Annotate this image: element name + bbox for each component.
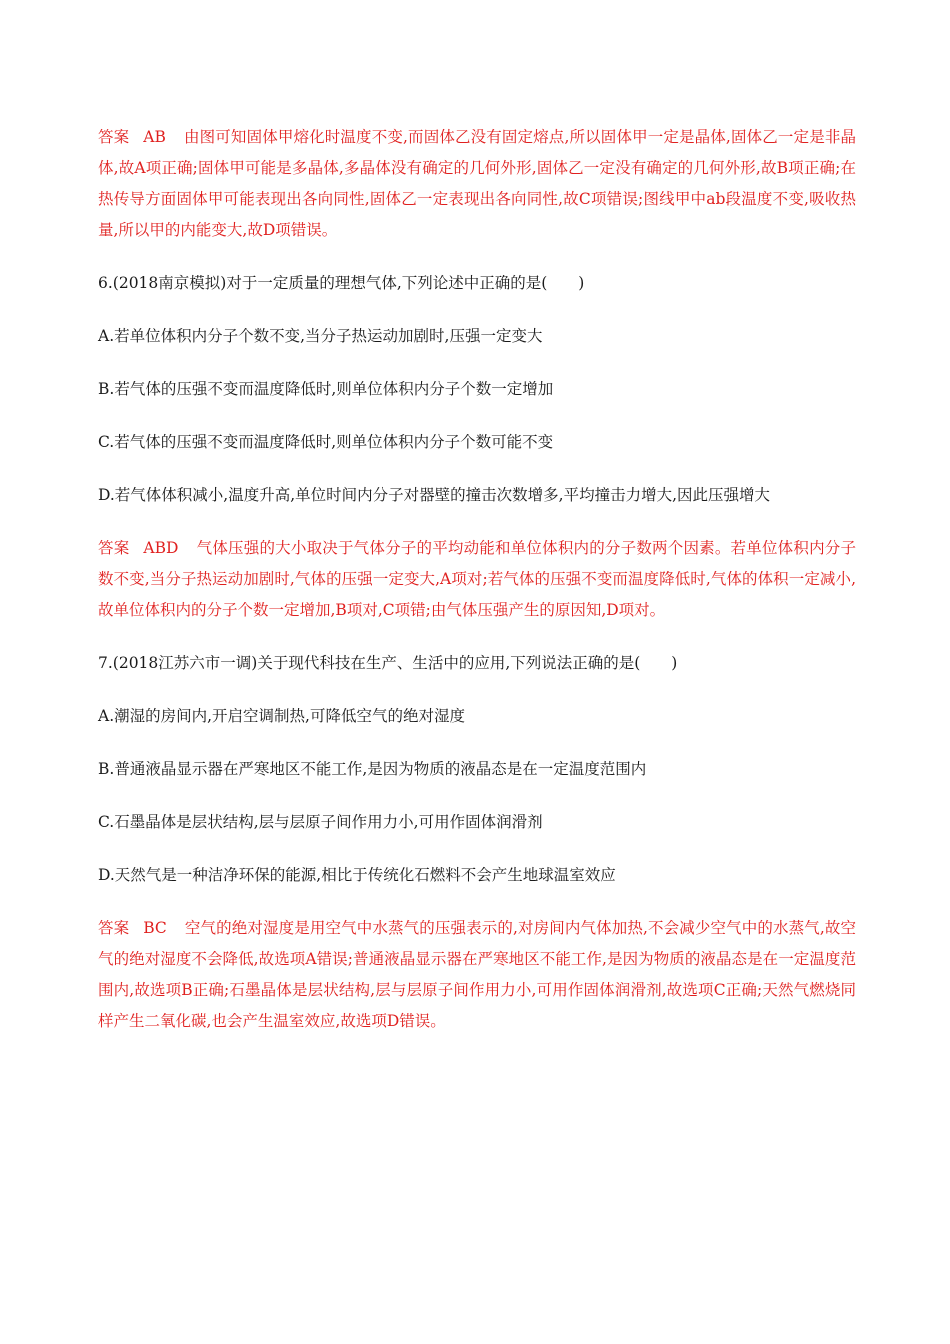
question-7-option-b: B.普通液晶显示器在严寒地区不能工作,是因为物质的液晶态是在一定温度范围内 <box>98 760 647 778</box>
answer-key: BC <box>143 919 167 937</box>
answer-label: 答案 <box>98 919 130 937</box>
answer-label: 答案 <box>98 539 130 557</box>
question-6-option-d: D.若气体体积减小,温度升高,单位时间内分子对器壁的撞击次数增多,平均撞击力增大,因此压强增大 <box>98 486 771 504</box>
answer-block-6 <box>98 533 856 626</box>
question-7-option-d: D.天然气是一种洁净环保的能源,相比于传统化石燃料不会产生地球温室效应 <box>98 866 616 884</box>
answer-block-5 <box>98 122 856 246</box>
question-6: 6.(2018南京模拟)对于一定质量的理想气体,下列论述中正确的是( ) <box>98 274 585 292</box>
question-6-option-c: C.若气体的压强不变而温度降低时,则单位体积内分子个数可能不变 <box>98 433 554 451</box>
answer-key: AB <box>143 128 166 146</box>
question-7-option-c: C.石墨晶体是层状结构,层与层原子间作用力小,可用作固体润滑剂 <box>98 813 543 831</box>
answer-explanation: 空气的绝对湿度是用空气中水蒸气的压强表示的,对房间内气体加热,不会减少空气中的水蒸气,故空气的绝对湿度不会降低,故选项A错误;普通液晶显示器在严寒地区不能工作,是因为物质的液晶态是在一定温度范围内,故选项B正确;石墨晶体是层状结构,层与层原子间作用力小,可用作固体润滑剂,故选项C正确;天然气燃烧同样产生二氧化碳,也会产生温室效应,故选项D错误。 <box>98 919 856 1030</box>
answer-key: ABD <box>143 539 179 557</box>
answer-explanation: 气体压强的大小取决于气体分子的平均动能和单位体积内的分子数两个因素。若单位体积内分子数不变,当分子热运动加剧时,气体的压强一定变大,A项对;若气体的压强不变而温度降低时,气体的体积一定减小,故单位体积内的分子个数一定增加,B项对,C项错;由气体压强产生的原因知,D项对。 <box>98 539 856 619</box>
answer-block-7 <box>98 913 856 1037</box>
answer-label: 答案 <box>98 128 130 146</box>
question-7: 7.(2018江苏六市一调)关于现代科技在生产、生活中的应用,下列说法正确的是( ) <box>98 654 678 672</box>
answer-explanation: 由图可知固体甲熔化时温度不变,而固体乙没有固定熔点,所以固体甲一定是晶体,固体乙一定是非晶体,故A项正确;固体甲可能是多晶体,多晶体没有确定的几何外形,固体乙一定没有确定的几何外形,故B项正确;在热传导方面固体甲可能表现出各向同性,固体乙一定表现出各向同性,故C项错误;图线甲中ab段温度不变,吸收热量,所以甲的内能变大,故D项错误。 <box>98 128 856 239</box>
document-page <box>98 122 856 1037</box>
question-6-option-b: B.若气体的压强不变而温度降低时,则单位体积内分子个数一定增加 <box>98 380 554 398</box>
question-6-option-a: A.若单位体积内分子个数不变,当分子热运动加剧时,压强一定变大 <box>98 327 543 345</box>
question-7-option-a: A.潮湿的房间内,开启空调制热,可降低空气的绝对湿度 <box>98 707 465 725</box>
